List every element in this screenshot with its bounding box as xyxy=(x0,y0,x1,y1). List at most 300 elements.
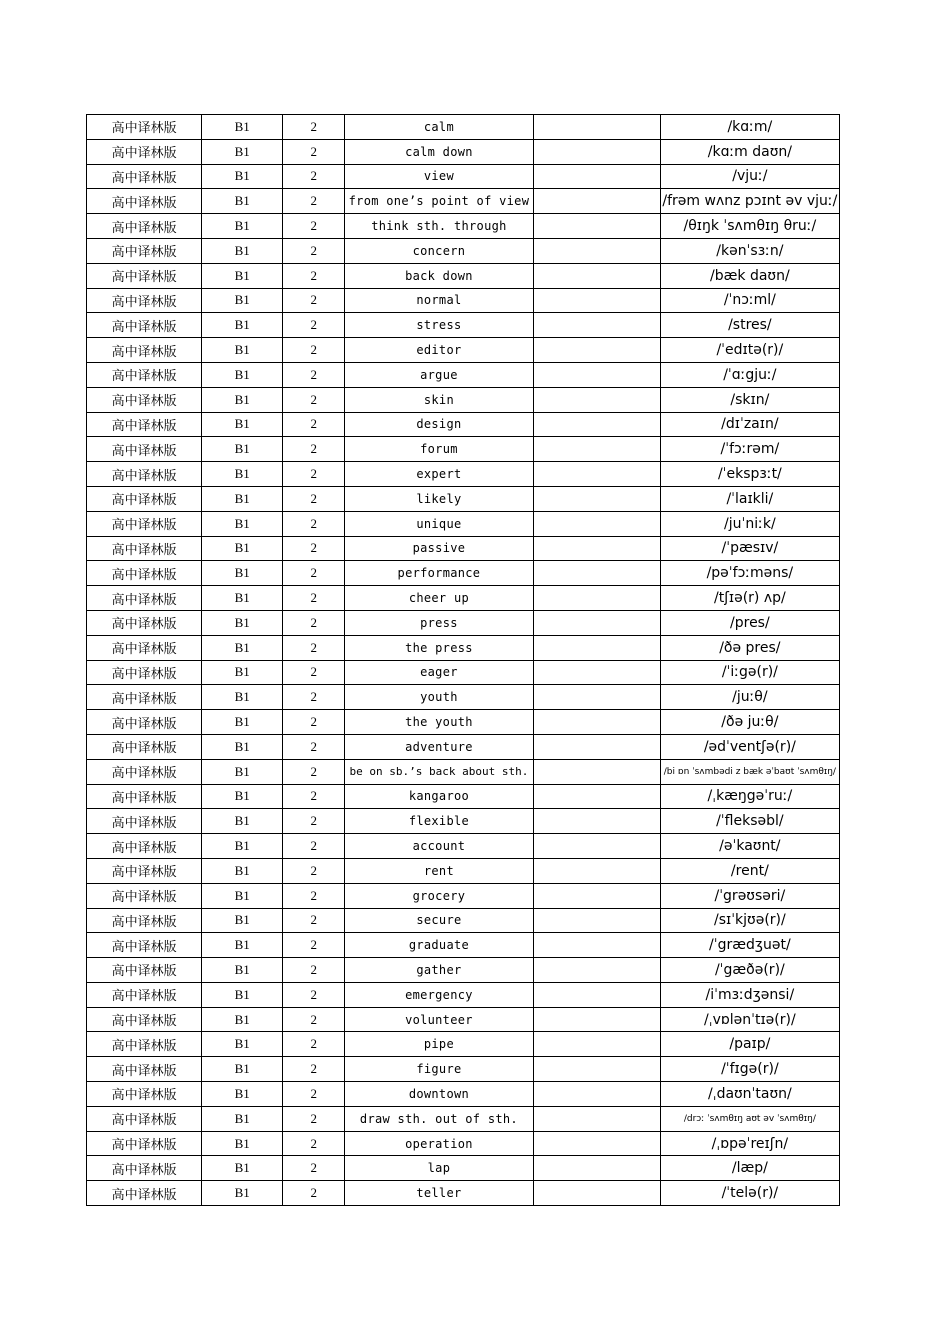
word-cell: calm down xyxy=(345,139,533,164)
meaning-cell xyxy=(533,1007,660,1032)
level-cell: B1 xyxy=(202,313,283,338)
level-cell: B1 xyxy=(202,958,283,983)
unit-cell: 2 xyxy=(283,635,345,660)
table-row xyxy=(87,908,840,933)
table-row xyxy=(87,288,840,313)
unit-cell: 2 xyxy=(283,164,345,189)
word-cell: expert xyxy=(345,462,533,487)
phonetic-cell: /bæk daʊn/ xyxy=(660,263,839,288)
table-row xyxy=(87,784,840,809)
publisher-cell: 高中译林版 xyxy=(87,1057,202,1082)
meaning-cell xyxy=(533,933,660,958)
publisher-cell: 高中译林版 xyxy=(87,139,202,164)
level-cell: B1 xyxy=(202,561,283,586)
publisher-cell: 高中译林版 xyxy=(87,536,202,561)
table-row xyxy=(87,139,840,164)
unit-cell: 2 xyxy=(283,685,345,710)
publisher-cell: 高中译林版 xyxy=(87,982,202,1007)
word-cell: think sth. through xyxy=(345,214,533,239)
level-cell: B1 xyxy=(202,1181,283,1206)
unit-cell: 2 xyxy=(283,784,345,809)
phonetic-cell: /ˈpæsɪv/ xyxy=(660,536,839,561)
level-cell: B1 xyxy=(202,1131,283,1156)
publisher-cell: 高中译林版 xyxy=(87,214,202,239)
meaning-cell xyxy=(533,660,660,685)
table-row xyxy=(87,362,840,387)
phonetic-cell: /ˈgæðə(r)/ xyxy=(660,958,839,983)
unit-cell: 2 xyxy=(283,858,345,883)
word-cell: draw sth. out of sth. xyxy=(345,1106,533,1131)
meaning-cell xyxy=(533,759,660,784)
word-cell: flexible xyxy=(345,809,533,834)
word-cell: press xyxy=(345,610,533,635)
phonetic-cell: /kənˈsɜːn/ xyxy=(660,238,839,263)
level-cell: B1 xyxy=(202,263,283,288)
unit-cell: 2 xyxy=(283,115,345,140)
publisher-cell: 高中译林版 xyxy=(87,164,202,189)
unit-cell: 2 xyxy=(283,883,345,908)
phonetic-cell: /ˈiːgə(r)/ xyxy=(660,660,839,685)
unit-cell: 2 xyxy=(283,834,345,859)
meaning-cell xyxy=(533,685,660,710)
unit-cell: 2 xyxy=(283,610,345,635)
phonetic-cell: /paɪp/ xyxy=(660,1032,839,1057)
unit-cell: 2 xyxy=(283,1032,345,1057)
publisher-cell: 高中译林版 xyxy=(87,1131,202,1156)
meaning-cell xyxy=(533,387,660,412)
publisher-cell: 高中译林版 xyxy=(87,288,202,313)
table-row xyxy=(87,660,840,685)
meaning-cell xyxy=(533,1032,660,1057)
unit-cell: 2 xyxy=(283,710,345,735)
phonetic-cell: /ˈnɔːml/ xyxy=(660,288,839,313)
unit-cell: 2 xyxy=(283,338,345,363)
publisher-cell: 高中译林版 xyxy=(87,809,202,834)
word-cell: account xyxy=(345,834,533,859)
table-row xyxy=(87,1131,840,1156)
unit-cell: 2 xyxy=(283,238,345,263)
word-cell: grocery xyxy=(345,883,533,908)
word-cell: stress xyxy=(345,313,533,338)
publisher-cell: 高中译林版 xyxy=(87,883,202,908)
table-row xyxy=(87,1106,840,1131)
level-cell: B1 xyxy=(202,1007,283,1032)
level-cell: B1 xyxy=(202,586,283,611)
table-row xyxy=(87,933,840,958)
level-cell: B1 xyxy=(202,164,283,189)
level-cell: B1 xyxy=(202,189,283,214)
unit-cell: 2 xyxy=(283,462,345,487)
level-cell: B1 xyxy=(202,437,283,462)
publisher-cell: 高中译林版 xyxy=(87,933,202,958)
word-cell: skin xyxy=(345,387,533,412)
meaning-cell xyxy=(533,958,660,983)
word-cell: figure xyxy=(345,1057,533,1082)
meaning-cell xyxy=(533,288,660,313)
unit-cell: 2 xyxy=(283,759,345,784)
word-cell: cheer up xyxy=(345,586,533,611)
meaning-cell xyxy=(533,1181,660,1206)
publisher-cell: 高中译林版 xyxy=(87,437,202,462)
table-row xyxy=(87,759,840,784)
publisher-cell: 高中译林版 xyxy=(87,387,202,412)
meaning-cell xyxy=(533,214,660,239)
table-row xyxy=(87,462,840,487)
phonetic-cell: /ˌɒpəˈreɪʃn/ xyxy=(660,1131,839,1156)
word-cell: kangaroo xyxy=(345,784,533,809)
unit-cell: 2 xyxy=(283,561,345,586)
unit-cell: 2 xyxy=(283,1007,345,1032)
meaning-cell xyxy=(533,1082,660,1107)
unit-cell: 2 xyxy=(283,387,345,412)
word-cell: be on sb.’s back about sth. xyxy=(345,759,533,784)
publisher-cell: 高中译林版 xyxy=(87,362,202,387)
table-row xyxy=(87,710,840,735)
publisher-cell: 高中译林版 xyxy=(87,660,202,685)
meaning-cell xyxy=(533,313,660,338)
level-cell: B1 xyxy=(202,685,283,710)
level-cell: B1 xyxy=(202,1082,283,1107)
phonetic-cell: /ˈfleksəbl/ xyxy=(660,809,839,834)
phonetic-cell: /ˈekspɜːt/ xyxy=(660,462,839,487)
meaning-cell xyxy=(533,1131,660,1156)
unit-cell: 2 xyxy=(283,982,345,1007)
phonetic-cell: /θɪŋk ˈsʌmθɪŋ θruː/ xyxy=(660,214,839,239)
meaning-cell xyxy=(533,635,660,660)
vocabulary-table-body xyxy=(87,115,840,1206)
table-row xyxy=(87,809,840,834)
publisher-cell: 高中译林版 xyxy=(87,1106,202,1131)
table-row xyxy=(87,1082,840,1107)
unit-cell: 2 xyxy=(283,660,345,685)
unit-cell: 2 xyxy=(283,1106,345,1131)
unit-cell: 2 xyxy=(283,362,345,387)
publisher-cell: 高中译林版 xyxy=(87,189,202,214)
publisher-cell: 高中译林版 xyxy=(87,685,202,710)
table-row xyxy=(87,387,840,412)
unit-cell: 2 xyxy=(283,586,345,611)
word-cell: adventure xyxy=(345,734,533,759)
phonetic-cell: /ˈɑːgjuː/ xyxy=(660,362,839,387)
table-row xyxy=(87,561,840,586)
word-cell: youth xyxy=(345,685,533,710)
unit-cell: 2 xyxy=(283,809,345,834)
phonetic-cell: /ˈedɪtə(r)/ xyxy=(660,338,839,363)
publisher-cell: 高中译林版 xyxy=(87,511,202,536)
unit-cell: 2 xyxy=(283,139,345,164)
meaning-cell xyxy=(533,263,660,288)
level-cell: B1 xyxy=(202,1057,283,1082)
publisher-cell: 高中译林版 xyxy=(87,734,202,759)
level-cell: B1 xyxy=(202,635,283,660)
level-cell: B1 xyxy=(202,362,283,387)
table-row xyxy=(87,958,840,983)
phonetic-cell: /ˈtelə(r)/ xyxy=(660,1181,839,1206)
level-cell: B1 xyxy=(202,908,283,933)
meaning-cell xyxy=(533,1106,660,1131)
phonetic-cell: /ˌdaʊnˈtaʊn/ xyxy=(660,1082,839,1107)
publisher-cell: 高中译林版 xyxy=(87,908,202,933)
level-cell: B1 xyxy=(202,115,283,140)
level-cell: B1 xyxy=(202,610,283,635)
meaning-cell xyxy=(533,858,660,883)
level-cell: B1 xyxy=(202,809,283,834)
meaning-cell xyxy=(533,115,660,140)
table-row xyxy=(87,437,840,462)
phonetic-cell: /drɔː ˈsʌmθɪŋ aʊt əv ˈsʌmθɪŋ/ xyxy=(660,1106,839,1131)
meaning-cell xyxy=(533,1156,660,1181)
meaning-cell xyxy=(533,710,660,735)
word-cell: passive xyxy=(345,536,533,561)
publisher-cell: 高中译林版 xyxy=(87,710,202,735)
table-row xyxy=(87,189,840,214)
publisher-cell: 高中译林版 xyxy=(87,1181,202,1206)
phonetic-cell: /ˈlaɪkli/ xyxy=(660,486,839,511)
word-cell: calm xyxy=(345,115,533,140)
phonetic-cell: /tʃɪə(r) ʌp/ xyxy=(660,586,839,611)
word-cell: performance xyxy=(345,561,533,586)
word-cell: gather xyxy=(345,958,533,983)
word-cell: volunteer xyxy=(345,1007,533,1032)
phonetic-cell: /bi ɒn ˈsʌmbədi z bæk əˈbaʊt ˈsʌmθɪŋ/ xyxy=(660,759,839,784)
level-cell: B1 xyxy=(202,338,283,363)
level-cell: B1 xyxy=(202,511,283,536)
table-row xyxy=(87,685,840,710)
phonetic-cell: /pəˈfɔːməns/ xyxy=(660,561,839,586)
level-cell: B1 xyxy=(202,858,283,883)
table-row xyxy=(87,486,840,511)
meaning-cell xyxy=(533,809,660,834)
publisher-cell: 高中译林版 xyxy=(87,338,202,363)
phonetic-cell: /rent/ xyxy=(660,858,839,883)
level-cell: B1 xyxy=(202,734,283,759)
unit-cell: 2 xyxy=(283,437,345,462)
word-cell: back down xyxy=(345,263,533,288)
unit-cell: 2 xyxy=(283,511,345,536)
unit-cell: 2 xyxy=(283,1082,345,1107)
meaning-cell xyxy=(533,412,660,437)
level-cell: B1 xyxy=(202,784,283,809)
level-cell: B1 xyxy=(202,1106,283,1131)
table-row xyxy=(87,412,840,437)
publisher-cell: 高中译林版 xyxy=(87,486,202,511)
word-cell: eager xyxy=(345,660,533,685)
meaning-cell xyxy=(533,834,660,859)
meaning-cell xyxy=(533,139,660,164)
table-row xyxy=(87,1156,840,1181)
unit-cell: 2 xyxy=(283,486,345,511)
unit-cell: 2 xyxy=(283,1181,345,1206)
word-cell: lap xyxy=(345,1156,533,1181)
meaning-cell xyxy=(533,164,660,189)
phonetic-cell: /skɪn/ xyxy=(660,387,839,412)
level-cell: B1 xyxy=(202,139,283,164)
phonetic-cell: /ðə pres/ xyxy=(660,635,839,660)
level-cell: B1 xyxy=(202,1032,283,1057)
word-cell: operation xyxy=(345,1131,533,1156)
table-row xyxy=(87,1007,840,1032)
phonetic-cell: /əˈkaʊnt/ xyxy=(660,834,839,859)
unit-cell: 2 xyxy=(283,1057,345,1082)
table-row xyxy=(87,263,840,288)
phonetic-cell: /iˈmɜːdʒənsi/ xyxy=(660,982,839,1007)
level-cell: B1 xyxy=(202,660,283,685)
meaning-cell xyxy=(533,908,660,933)
phonetic-cell: /læp/ xyxy=(660,1156,839,1181)
publisher-cell: 高中译林版 xyxy=(87,1032,202,1057)
meaning-cell xyxy=(533,511,660,536)
publisher-cell: 高中译林版 xyxy=(87,784,202,809)
level-cell: B1 xyxy=(202,883,283,908)
table-row xyxy=(87,313,840,338)
table-row xyxy=(87,511,840,536)
publisher-cell: 高中译林版 xyxy=(87,1156,202,1181)
phonetic-cell: /frəm wʌnz pɔɪnt əv vjuː/ xyxy=(660,189,839,214)
phonetic-cell: /ˈgrəʊsəri/ xyxy=(660,883,839,908)
table-row xyxy=(87,635,840,660)
publisher-cell: 高中译林版 xyxy=(87,635,202,660)
publisher-cell: 高中译林版 xyxy=(87,238,202,263)
level-cell: B1 xyxy=(202,412,283,437)
phonetic-cell: /kɑːm/ xyxy=(660,115,839,140)
word-cell: editor xyxy=(345,338,533,363)
word-cell: design xyxy=(345,412,533,437)
publisher-cell: 高中译林版 xyxy=(87,1082,202,1107)
phonetic-cell: /pres/ xyxy=(660,610,839,635)
publisher-cell: 高中译林版 xyxy=(87,313,202,338)
meaning-cell xyxy=(533,362,660,387)
word-cell: likely xyxy=(345,486,533,511)
word-cell: pipe xyxy=(345,1032,533,1057)
word-cell: from one’s point of view xyxy=(345,189,533,214)
table-row xyxy=(87,115,840,140)
unit-cell: 2 xyxy=(283,958,345,983)
publisher-cell: 高中译林版 xyxy=(87,958,202,983)
meaning-cell xyxy=(533,561,660,586)
table-row xyxy=(87,586,840,611)
unit-cell: 2 xyxy=(283,536,345,561)
meaning-cell xyxy=(533,734,660,759)
word-cell: downtown xyxy=(345,1082,533,1107)
table-row xyxy=(87,610,840,635)
table-row xyxy=(87,858,840,883)
phonetic-cell: /juːθ/ xyxy=(660,685,839,710)
word-cell: rent xyxy=(345,858,533,883)
level-cell: B1 xyxy=(202,759,283,784)
meaning-cell xyxy=(533,437,660,462)
word-cell: teller xyxy=(345,1181,533,1206)
table-row xyxy=(87,982,840,1007)
vocabulary-table xyxy=(86,114,840,1206)
word-cell: emergency xyxy=(345,982,533,1007)
meaning-cell xyxy=(533,486,660,511)
meaning-cell xyxy=(533,784,660,809)
word-cell: forum xyxy=(345,437,533,462)
meaning-cell xyxy=(533,189,660,214)
level-cell: B1 xyxy=(202,982,283,1007)
table-row xyxy=(87,164,840,189)
publisher-cell: 高中译林版 xyxy=(87,586,202,611)
publisher-cell: 高中译林版 xyxy=(87,561,202,586)
phonetic-cell: /vjuː/ xyxy=(660,164,839,189)
unit-cell: 2 xyxy=(283,1131,345,1156)
phonetic-cell: /ˈfɪgə(r)/ xyxy=(660,1057,839,1082)
word-cell: the press xyxy=(345,635,533,660)
publisher-cell: 高中译林版 xyxy=(87,412,202,437)
publisher-cell: 高中译林版 xyxy=(87,1007,202,1032)
meaning-cell xyxy=(533,238,660,263)
publisher-cell: 高中译林版 xyxy=(87,263,202,288)
level-cell: B1 xyxy=(202,486,283,511)
publisher-cell: 高中译林版 xyxy=(87,462,202,487)
unit-cell: 2 xyxy=(283,734,345,759)
table-row xyxy=(87,1181,840,1206)
unit-cell: 2 xyxy=(283,214,345,239)
table-row xyxy=(87,834,840,859)
word-cell: concern xyxy=(345,238,533,263)
word-cell: view xyxy=(345,164,533,189)
meaning-cell xyxy=(533,462,660,487)
table-row xyxy=(87,883,840,908)
publisher-cell: 高中译林版 xyxy=(87,610,202,635)
table-row xyxy=(87,1057,840,1082)
level-cell: B1 xyxy=(202,536,283,561)
publisher-cell: 高中译林版 xyxy=(87,834,202,859)
meaning-cell xyxy=(533,610,660,635)
table-row xyxy=(87,734,840,759)
unit-cell: 2 xyxy=(283,908,345,933)
phonetic-cell: /ˌvɒlənˈtɪə(r)/ xyxy=(660,1007,839,1032)
table-row xyxy=(87,536,840,561)
table-row xyxy=(87,338,840,363)
word-cell: secure xyxy=(345,908,533,933)
meaning-cell xyxy=(533,883,660,908)
level-cell: B1 xyxy=(202,834,283,859)
unit-cell: 2 xyxy=(283,1156,345,1181)
unit-cell: 2 xyxy=(283,189,345,214)
level-cell: B1 xyxy=(202,1156,283,1181)
word-cell: graduate xyxy=(345,933,533,958)
word-cell: unique xyxy=(345,511,533,536)
level-cell: B1 xyxy=(202,387,283,412)
phonetic-cell: /dɪˈzaɪn/ xyxy=(660,412,839,437)
phonetic-cell: /kɑːm daʊn/ xyxy=(660,139,839,164)
level-cell: B1 xyxy=(202,933,283,958)
unit-cell: 2 xyxy=(283,933,345,958)
table-row xyxy=(87,238,840,263)
meaning-cell xyxy=(533,1057,660,1082)
phonetic-cell: /ðə juːθ/ xyxy=(660,710,839,735)
meaning-cell xyxy=(533,982,660,1007)
unit-cell: 2 xyxy=(283,288,345,313)
meaning-cell xyxy=(533,586,660,611)
publisher-cell: 高中译林版 xyxy=(87,115,202,140)
meaning-cell xyxy=(533,338,660,363)
word-cell: normal xyxy=(345,288,533,313)
phonetic-cell: /ˌkæŋgəˈruː/ xyxy=(660,784,839,809)
publisher-cell: 高中译林版 xyxy=(87,759,202,784)
level-cell: B1 xyxy=(202,238,283,263)
meaning-cell xyxy=(533,536,660,561)
publisher-cell: 高中译林版 xyxy=(87,858,202,883)
unit-cell: 2 xyxy=(283,412,345,437)
level-cell: B1 xyxy=(202,710,283,735)
phonetic-cell: /juˈniːk/ xyxy=(660,511,839,536)
unit-cell: 2 xyxy=(283,263,345,288)
phonetic-cell: /ˈgrædʒuət/ xyxy=(660,933,839,958)
phonetic-cell: /stres/ xyxy=(660,313,839,338)
word-cell: argue xyxy=(345,362,533,387)
